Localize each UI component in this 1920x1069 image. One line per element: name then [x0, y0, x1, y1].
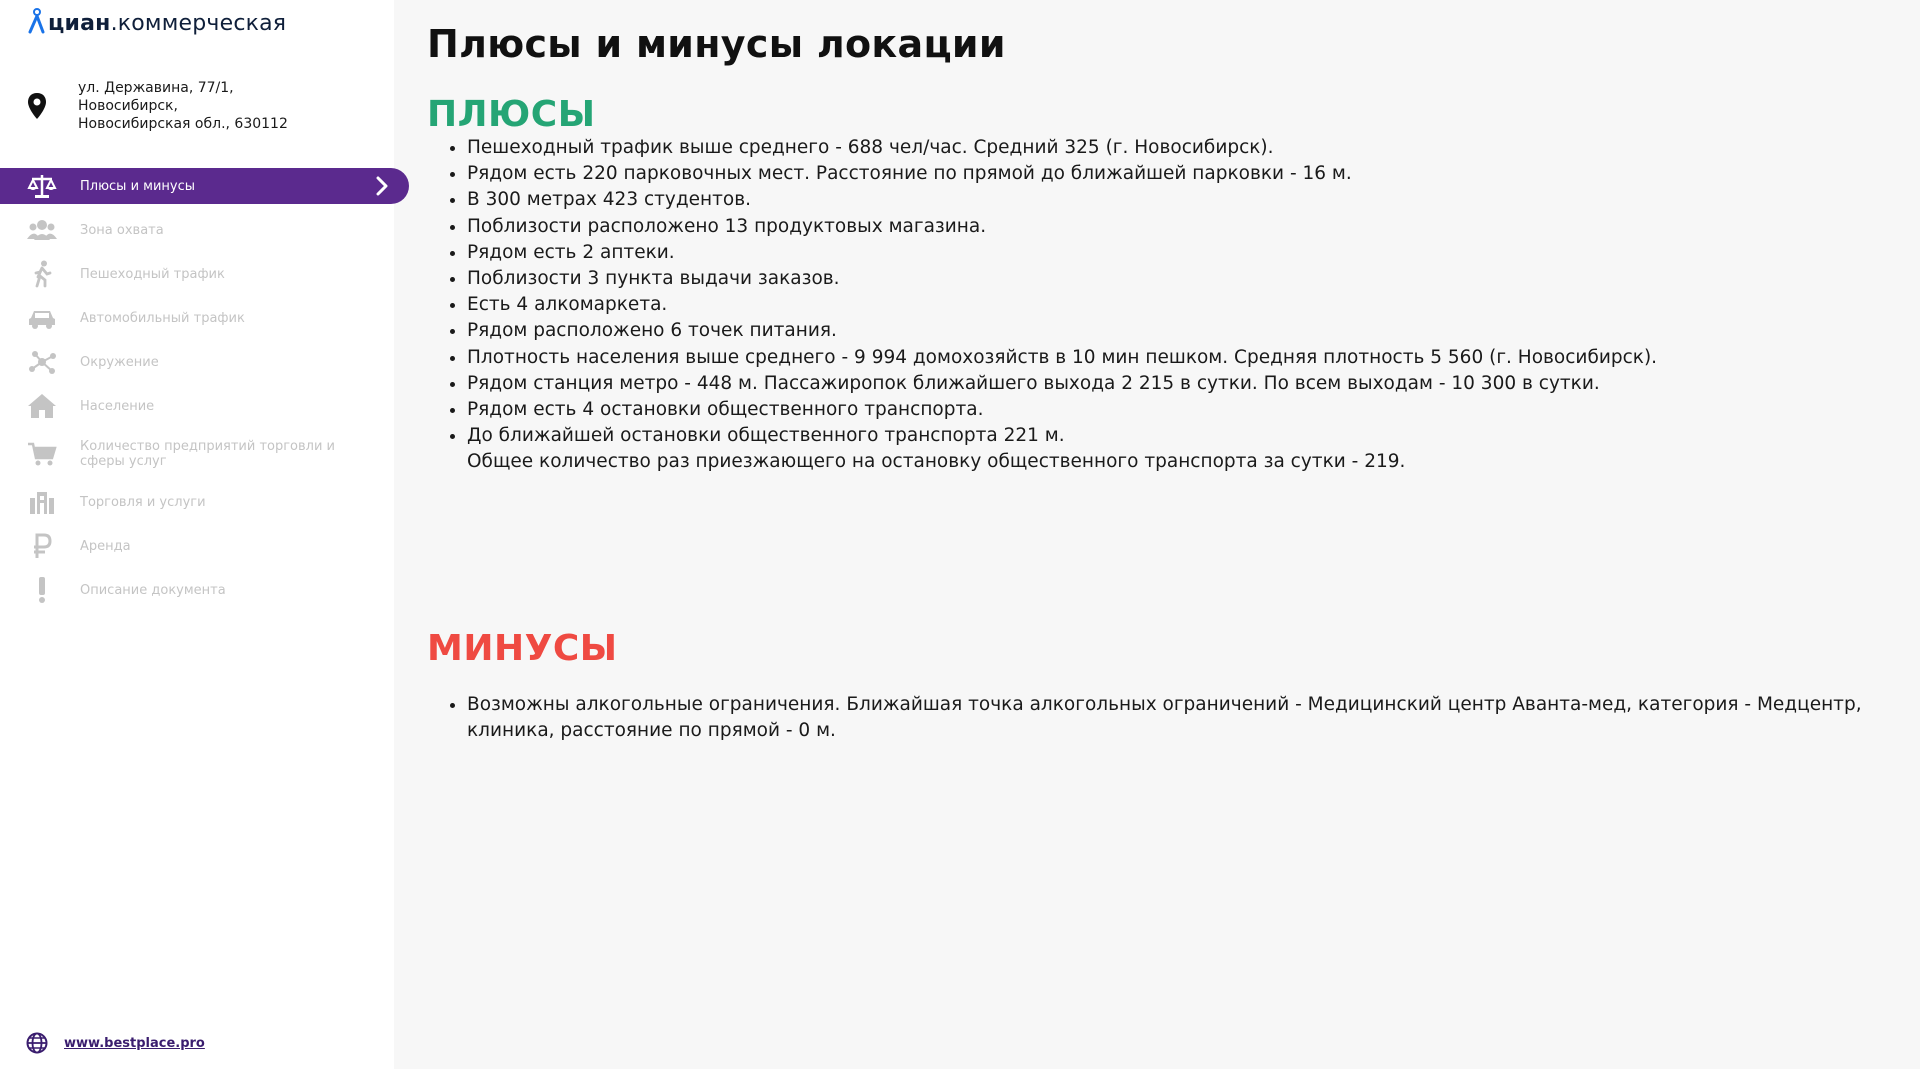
sidebar-nav: [0, 168, 410, 616]
pros-list: [427, 135, 1907, 476]
store-icon: [26, 488, 58, 516]
brand-name-bold: циан: [48, 11, 111, 36]
globe-icon: [26, 1032, 48, 1054]
car-icon: [26, 304, 58, 332]
main-content: [427, 0, 1907, 742]
exclamation-icon: [26, 576, 58, 604]
sidebar-item-pedestrian-traffic[interactable]: [0, 256, 410, 292]
sidebar-item-document-description[interactable]: [0, 572, 410, 608]
sidebar-item-label: Окружение: [80, 354, 159, 370]
sidebar-item-car-traffic[interactable]: [0, 300, 410, 336]
cons-heading: МИНУСЫ: [427, 628, 618, 669]
location-pin-icon: [26, 92, 48, 120]
page-title: Плюсы и минусы локации: [427, 22, 1006, 66]
cart-icon: [26, 440, 58, 468]
list-item-with-extra: [467, 423, 1907, 475]
scales-icon: [26, 172, 58, 200]
list-item: • Рядом станция метро - 448 м. Пассажиропок ближайшего выхода 2 215 в сутки. По всем выходам - 10 300 в сутки.: [467, 371, 1907, 397]
address-line: Новосибирск,: [78, 98, 178, 114]
list-item: • Плотность населения выше среднего - 9 994 домохозяйств в 10 мин пешком. Средняя плотность 5 560 (г. Новосибирск).: [467, 345, 1907, 371]
website-link[interactable]: www.bestplace.pro: [64, 1035, 205, 1051]
list-item: • Рядом есть 4 остановки общественного транспорта.: [467, 397, 1907, 423]
sidebar-item-surroundings[interactable]: [0, 344, 410, 380]
list-item: • Рядом есть 2 аптеки.: [467, 240, 1907, 266]
address-line: Новосибирская обл., 630112: [78, 116, 288, 132]
sidebar-item-label: Автомобильный трафик: [80, 310, 245, 326]
network-icon: [26, 348, 58, 376]
brand-name-rest: .коммерческая: [110, 11, 287, 36]
sidebar-item-pros-cons[interactable]: [0, 168, 409, 204]
list-item-extra-text: Общее количество раз приезжающего на остановку общественного транспорта за сутки - 219.: [467, 451, 1406, 473]
sidebar-item-population[interactable]: [0, 388, 410, 424]
list-item: • В 300 метрах 423 студентов.: [467, 187, 1907, 213]
address-line: ул. Державина, 77/1,: [78, 80, 234, 96]
list-item: • Возможны алкогольные ограничения. Ближайшая точка алкогольных ограничений - Медицинский центр Аванта-мед, категория - Медцентр, клиника, расстояние по прямой - 0 м.: [467, 692, 1920, 744]
sidebar: [0, 0, 394, 1069]
cons-list: [427, 692, 1920, 744]
sidebar-item-label: Количество предприятий торговли и сферы услуг: [80, 439, 336, 469]
list-item: • Рядом расположено 6 точек питания.: [467, 318, 1907, 344]
pros-heading: ПЛЮСЫ: [427, 94, 596, 135]
sidebar-item-label: Описание документа: [80, 582, 226, 598]
address-text: [78, 79, 318, 133]
list-item: • Пешеходный трафик выше среднего - 688 чел/час. Средний 325 (г. Новосибирск).: [467, 135, 1907, 161]
list-item: • Поблизости 3 пункта выдачи заказов.: [467, 266, 1907, 292]
sidebar-item-label: Плюсы и минусы: [80, 178, 196, 194]
list-item: • Рядом есть 220 парковочных мест. Расстояние по прямой до ближайшей парковки - 16 м.: [467, 161, 1907, 187]
chevron-right-icon: [371, 175, 393, 197]
sidebar-item-label: Зона охвата: [80, 222, 164, 238]
sidebar-item-trade-services[interactable]: [0, 484, 410, 520]
house-icon: [26, 392, 58, 420]
brand-logo[interactable]: [26, 8, 286, 36]
website-link-block: [26, 1032, 205, 1054]
walking-person-icon: [26, 260, 58, 288]
sidebar-item-label: Пешеходный трафик: [80, 266, 225, 282]
sidebar-item-coverage[interactable]: [0, 212, 410, 248]
sidebar-item-business-count[interactable]: [0, 432, 410, 476]
list-item: • Поблизости расположено 13 продуктовых магазина.: [467, 214, 1907, 240]
list-item-text: До ближайшей остановки общественного транспорта 221 м.: [467, 425, 1065, 447]
people-icon: [26, 216, 58, 244]
logo-mark-icon: [26, 8, 46, 36]
sidebar-item-rent[interactable]: [0, 528, 410, 564]
list-item: • Есть 4 алкомаркета.: [467, 292, 1907, 318]
sidebar-item-label: Население: [80, 398, 155, 414]
sidebar-item-label: Аренда: [80, 538, 131, 554]
ruble-icon: [26, 532, 58, 560]
address-block: [26, 79, 318, 133]
sidebar-item-label: Торговля и услуги: [80, 494, 206, 510]
